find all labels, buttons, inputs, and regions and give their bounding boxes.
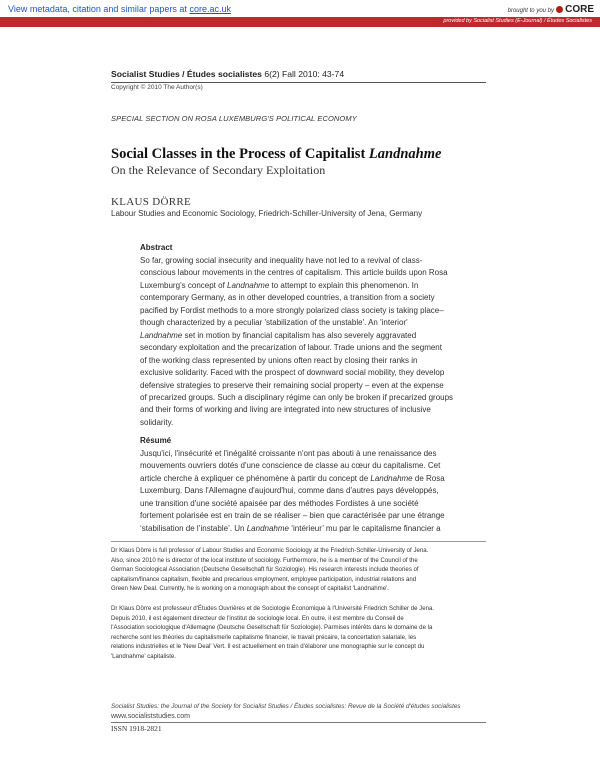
abstract-line: of precarized groups. Such a disciplinary régime can only be broken if precarized groups [140, 392, 454, 402]
resume-line: ‘stabilisation de l’instable’. Un Landnahme ‘intérieur’ mu par le capitalisme financier a [140, 523, 441, 533]
abstract-line: So far, growing social insecurity and inequality have not led to a revival of class- [140, 256, 423, 265]
abstract-line: solidarity. [140, 417, 174, 427]
abstract-line: and their forms of working and living are integrated into new structures of inclusive [140, 405, 431, 415]
journal-header [111, 69, 344, 79]
abstract-line: pacified by Fordist methods to a more strongly polarized class society is taking place– [140, 305, 444, 315]
core-logo-icon [556, 6, 563, 13]
resume-line: Jusqu'ici, l'insécurité et l'inégalité croissante n'ont pas abouti à une renaissance des [140, 449, 437, 458]
note-line: Depuis 2010, il est également directeur de l'institut de sociologie local. En outre, il est membre du Conseil de [111, 614, 404, 622]
note-line: l'Association sociologique d'Allemagne (Deutsche Gesellschaft für Soziologie). Parmises intérêts dans le domaine de la [111, 624, 433, 632]
note-line: Dr Klaus Dörre est professeur d'Études Ouvrières et de Sociologie Économique à l'Université Friedrich Schiller de Jena. [111, 605, 435, 612]
resume-line: fortement polarisée est en train de se réaliser – bien que caractérisée par une étrange [140, 511, 445, 521]
author-note-english [111, 546, 486, 594]
footer-issn: ISSN 1918-2821 [111, 724, 162, 733]
abstract-line: contemporary Germany, as in other developed countries, a transition from a society [140, 293, 435, 303]
resume-line: une transition d'une société apaisée par des méthodes Fordistes à une société [140, 498, 419, 508]
footnote-rule [111, 541, 486, 542]
provided-by-bar [0, 17, 600, 27]
note-line: relations industrielles et le 'New Deal' Vert. Il est actuellement en train d'élaborer une monographie sur le concept du [111, 643, 425, 651]
author-name: KLAUS DÖRRE [111, 196, 191, 208]
abstract-line: exclusive solidarity. Faced with the prospect of downward social mobility, they develop [140, 368, 445, 378]
journal-issue: 6(2) Fall 2010: 43-74 [261, 69, 345, 79]
abstract-line: conscious labour movements in the centres of capitalism. This article builds upon Rosa [140, 268, 448, 278]
note-line: Green New Deal. Currently, he is working on a monograph about the concept of capitalist 'Landnahme'. [111, 585, 389, 593]
resume-heading: Résumé [140, 436, 172, 445]
header-rule [111, 82, 486, 83]
author-affiliation: Labour Studies and Economic Sociology, Friedrich-Schiller-University of Jena, Germany [111, 209, 423, 218]
article-title: Social Classes in the Process of Capitalist Landnahme [111, 146, 442, 162]
resume-body [140, 448, 476, 535]
abstract-line: of the working class represented by unions often react by closing their ranks in [140, 355, 418, 365]
core-metadata-link[interactable]: View metadata, citation and similar papers at core.ac.uk [8, 4, 231, 14]
article-subtitle: On the Relevance of Secondary Exploitation [111, 163, 326, 177]
resume-line: article cherche à expliquer ce phénomène à partir du concept de Landnahme de Rosa [140, 473, 445, 483]
brought-to-you-by-text: brought to you by [507, 8, 554, 14]
note-line: 'Landnahme' capitaliste. [111, 652, 176, 660]
resume-line: mouvements ouvriers dotés d'une conscience de classe au cœur du capitalisme. Cet [140, 461, 441, 471]
note-line: recherche sont les théories du capitalisme/le capitalisme financier, le travail précaire, la concertation salariale, les [111, 633, 417, 641]
abstract-heading: Abstract [140, 243, 173, 252]
note-line: capitalism/finance capitalism, flexible and precarious employment, employee participation, industrial relations and [111, 575, 417, 583]
abstract-line: secondary exploitation and the precarization of labour. Trade unions and the segment [140, 343, 442, 353]
provided-by-text[interactable]: provided by Socialist Studies (E-Journal) / Études Socialistes [443, 18, 592, 24]
abstract-line: defensive strategies to preserve their remaining social property – even at the expense [140, 380, 444, 390]
abstract-line: Landnahme set in motion by financial capitalism has also severely aggravated [140, 330, 417, 340]
author-note-french [111, 604, 486, 662]
note-line: Dr Klaus Dörre is full professor of Labour Studies and Economic Sociology at the Friedrich-Schiller-University of Jena. [111, 547, 429, 554]
abstract-body [140, 255, 476, 429]
footer-url-link[interactable]: www.socialiststudies.com [111, 713, 190, 720]
abstract-line: Luxemburg’s concept of Landnahme to attempt to explain this phenomenon. In [140, 280, 419, 290]
footer-rule [111, 722, 486, 723]
journal-name: Socialist Studies / Études socialistes [111, 69, 262, 79]
note-line: German Sociological Association (Deutsche Gesellschaft für Soziologie). His research interests include theories of [111, 566, 419, 574]
resume-line: Luxemburg. Dans l'Allemagne d'aujourd'hui, comme dans d'autres pays développés, [140, 486, 439, 496]
abstract-line: though characterized by a peculiar 'stabilization of the unstable'. An 'interior' [140, 318, 408, 328]
core-logo[interactable]: CORE [556, 4, 594, 15]
note-line: Also, since 2010 he is director of the local institute of sociology. Furthermore, he is a member of the Council of the [111, 556, 418, 564]
copyright-line: Copyright © 2010 The Author(s) [111, 84, 203, 91]
footer-journal-line: Socialist Studies: the Journal of the Society for Socialist Studies / Études socialistes: Revue de la Société d'études socialistes [111, 703, 461, 710]
special-section-label: SPECIAL SECTION ON ROSA LUXEMBURG'S POLITICAL ECONOMY [111, 114, 357, 123]
